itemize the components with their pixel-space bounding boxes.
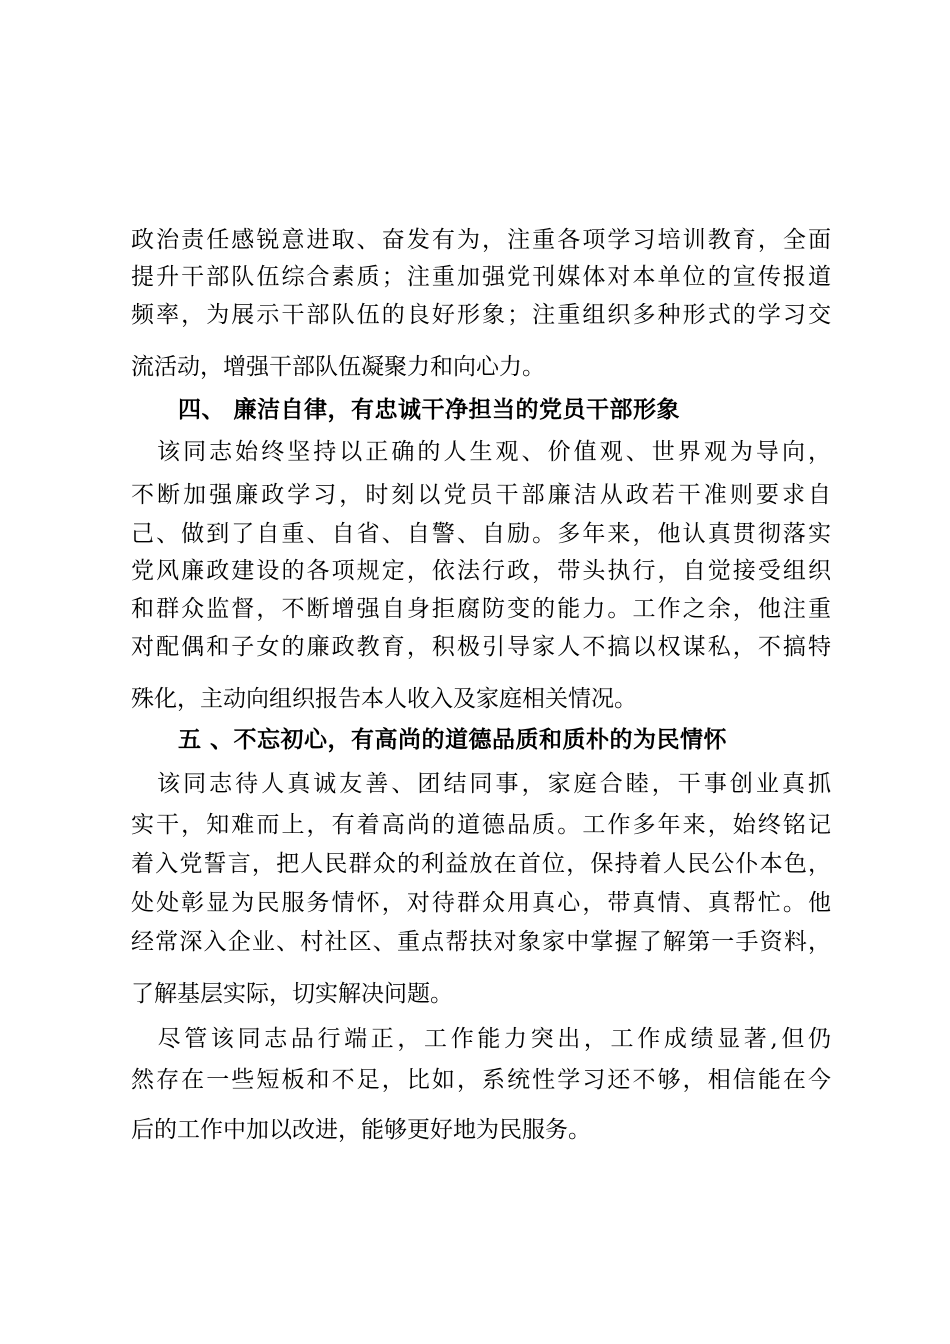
paragraph-line: 提升干部队伍综合素质；注重加强党刊媒体对本单位的宣传报道 (131, 264, 831, 290)
paragraph-line: 流活动，增强干部队伍凝聚力和向心力。 (131, 354, 545, 380)
paragraph-line: 该同志待人真诚友善、团结同事，家庭合睦，干事创业真抓 (131, 771, 831, 797)
paragraph-line: 处处彰显为民服务情怀，对待群众用真心，带真情、真帮忙。他 (131, 890, 831, 916)
paragraph-line: 着入党誓言，把人民群众的利益放在首位，保持着人民公仆本色， (131, 851, 831, 877)
paragraph-line: 了解基层实际，切实解决问题。 (131, 981, 453, 1007)
paragraph-line: 实干，知难而上，有着高尚的道德品质。工作多年来，始终铭记 (131, 812, 831, 838)
paragraph-line: 然存在一些短板和不足，比如，系统性学习还不够，相信能在今 (131, 1067, 831, 1093)
paragraph-line: 党风廉政建设的各项规定，依法行政，带头执行，自觉接受组织 (131, 558, 831, 584)
paragraph-line: 后的工作中加以改进，能够更好地为民服务。 (131, 1117, 591, 1143)
paragraph-line: 殊化，主动向组织报告本人收入及家庭相关情况。 (131, 686, 637, 712)
paragraph-line: 和群众监督，不断增强自身拒腐防变的能力。工作之余，他注重 (131, 596, 831, 622)
paragraph-line: 经常深入企业、村社区、重点帮扶对象家中掌握了解第一手资料， (131, 929, 831, 955)
paragraph-line: 尽管该同志品行端正，工作能力突出，工作成绩显著,但仍 (131, 1026, 831, 1052)
paragraph-line: 对配偶和子女的廉政教育，积极引导家人不搞以权谋私，不搞特 (131, 634, 831, 660)
section-heading-4: 四、 廉洁自律，有忠诚干净担当的党员干部形象 (178, 397, 681, 423)
paragraph-line: 己、做到了自重、自省、自警、自励。多年来，他认真贯彻落实 (131, 521, 831, 547)
paragraph-line: 不断加强廉政学习，时刻以党员干部廉洁从政若干准则要求自 (131, 482, 831, 508)
paragraph-line: 该同志始终坚持以正确的人生观、价值观、世界观为导向， (131, 439, 831, 465)
section-heading-5: 五 、不忘初心，有高尚的道德品质和质朴的为民情怀 (178, 727, 728, 753)
paragraph-line: 政治责任感锐意进取、奋发有为，注重各项学习培训教育，全面 (131, 227, 831, 253)
paragraph-line: 频率，为展示干部队伍的良好形象；注重组织多种形式的学习交 (131, 302, 831, 328)
